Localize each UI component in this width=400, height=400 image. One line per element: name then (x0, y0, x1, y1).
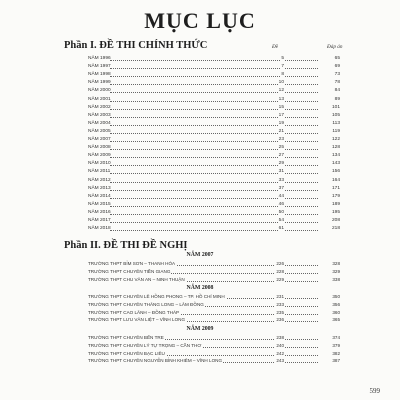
exam-page-number: 23 (278, 137, 284, 142)
answer-page-number: 73 (334, 72, 340, 78)
answer-page-number: 208 (331, 218, 340, 223)
toc-entry-label: NĂM 2000 (88, 88, 111, 94)
exam-page-number: 10 (278, 80, 284, 86)
exam-page-number: 7 (281, 64, 284, 70)
column-header-de: Đề (272, 44, 279, 50)
toc-school-row[interactable] (88, 350, 340, 358)
answer-page-number: 89 (334, 96, 340, 102)
toc-entry-row[interactable] (88, 112, 340, 120)
year-subheading: NĂM 2007 (186, 252, 214, 258)
toc-entry-label: TRƯỜNG THPT CHUYÊN NGUYỄN BỈNH KHIÊM – VĨNH LONG (88, 358, 223, 364)
exam-page-number: 37 (278, 185, 284, 191)
toc-entry-label: NĂM 1998 (88, 72, 111, 78)
dot-leader (110, 214, 318, 215)
toc-entry-row[interactable] (88, 201, 340, 209)
answer-page-number: 350 (332, 294, 340, 299)
dot-leader (110, 190, 318, 191)
dot-leader (110, 125, 318, 126)
exam-page-number: 8 (281, 72, 284, 78)
toc-entry-row[interactable] (88, 193, 340, 201)
exam-page-number: 228 (276, 268, 284, 274)
toc-entry-row[interactable] (88, 152, 340, 160)
toc-entry-label: TRƯỜNG THPT CHUYÊN LÝ TỰ TRỌNG – CẦN THƠ (88, 342, 202, 348)
exam-page-number: 17 (278, 112, 284, 118)
dot-leader (110, 60, 318, 61)
toc-entry-row[interactable] (88, 87, 340, 95)
toc-entry-label: NĂM 2016 (88, 209, 111, 215)
page-number: 599 (369, 387, 380, 395)
toc-school-row[interactable] (88, 301, 340, 309)
dot-leader (110, 76, 318, 77)
exam-page-number: 233 (276, 301, 284, 307)
answer-page-number: 218 (331, 226, 340, 232)
exam-page-number: 33 (278, 177, 284, 183)
answer-page-number: 84 (334, 88, 340, 94)
toc-entry-label: NĂM 2005 (88, 128, 111, 134)
toc-entry-label: NĂM 2009 (88, 153, 111, 159)
toc-entry-label: NĂM 2008 (88, 145, 111, 151)
exam-page-number: 243 (276, 358, 284, 364)
dot-leader (110, 101, 318, 102)
toc-school-row[interactable] (88, 316, 340, 324)
answer-page-number: 119 (332, 128, 340, 134)
answer-page-number: 143 (331, 161, 340, 167)
dot-leader (110, 198, 318, 199)
toc-entry-row[interactable] (88, 55, 340, 63)
toc-entry-label: NĂM 2017 (88, 218, 111, 223)
dot-leader (110, 165, 318, 166)
exam-page-number: 238 (276, 335, 284, 340)
exam-page-number: 15 (278, 104, 284, 110)
answer-page-number: 374 (332, 335, 340, 340)
page-title: MỤC LỤC (144, 8, 256, 33)
toc-entry-label: NĂM 1999 (88, 80, 111, 86)
dot-leader (110, 173, 318, 174)
toc-entry-row[interactable] (88, 209, 340, 217)
answer-page-number: 105 (331, 112, 340, 118)
exam-page-number: 29 (278, 161, 284, 167)
toc-entry-row[interactable] (88, 177, 340, 185)
toc-entry-label: NĂM 2002 (88, 104, 111, 110)
answer-page-number: 113 (332, 120, 340, 126)
toc-entry-row[interactable] (88, 120, 340, 128)
part1-heading: Phần I. ĐỀ THI CHÍNH THỨC (64, 40, 208, 51)
exam-page-number: 19 (278, 120, 284, 126)
dot-leader (110, 117, 318, 118)
toc-entry-label: NĂM 2001 (88, 96, 111, 102)
toc-school-row[interactable] (88, 357, 340, 365)
toc-entry-row[interactable] (88, 63, 340, 71)
exam-page-number: 46 (278, 201, 284, 207)
exam-page-number: 242 (276, 350, 284, 356)
toc-entry-label: NĂM 2018 (88, 226, 111, 232)
toc-entry-label: TRƯỜNG THPT CHUYÊN TIỀN GIANG (88, 268, 171, 274)
toc-entry-label: NĂM 2010 (88, 161, 111, 167)
toc-entry-row[interactable] (88, 168, 340, 176)
toc-entry-label: NĂM 2014 (88, 193, 111, 199)
exam-page-number: 50 (278, 209, 284, 215)
toc-entry-label: TRƯỜNG THPT CHU VĂN AN – NINH THUẬN (88, 276, 185, 282)
answer-page-number: 338 (332, 276, 340, 282)
toc-entry-row[interactable] (88, 71, 340, 79)
toc-school-row[interactable] (88, 268, 340, 276)
answer-page-number: 65 (334, 56, 340, 61)
toc-entry-label: TRƯỜNG THPT BỈM SƠN – THANH HÓA (88, 261, 176, 266)
exam-page-number: 235 (276, 309, 284, 315)
exam-page-number: 25 (278, 145, 284, 151)
answer-page-number: 78 (334, 80, 340, 86)
toc-entry-label: NĂM 1997 (88, 64, 111, 70)
answer-page-number: 171 (331, 185, 340, 191)
dot-leader (110, 222, 318, 223)
exam-page-number: 231 (276, 294, 284, 299)
toc-entry-row[interactable] (88, 128, 340, 136)
toc-entry-label: NĂM 2013 (88, 185, 111, 191)
exam-page-number: 27 (278, 153, 284, 159)
toc-school-row[interactable] (88, 309, 340, 317)
toc-entry-label: TRƯỜNG THPT CHUYÊN BẾN TRE (88, 335, 164, 340)
dot-leader (110, 182, 318, 183)
toc-entry-label: NĂM 1996 (88, 56, 111, 61)
answer-page-number: 360 (332, 309, 340, 315)
toc-entry-label: TRƯỜNG THPT CAO LÃNH – ĐỒNG THÁP (88, 309, 180, 315)
answer-page-number: 195 (331, 209, 340, 215)
exam-page-number: 236 (276, 317, 284, 323)
toc-entry-label: TRƯỜNG THPT CHUYÊN BẠC LIÊU (88, 350, 165, 356)
dot-leader (110, 92, 318, 93)
exam-page-number: 44 (278, 193, 284, 199)
toc-entry-row[interactable] (88, 160, 340, 168)
toc-entry-row[interactable] (88, 225, 340, 233)
exam-page-number: 61 (278, 226, 284, 232)
exam-page-number: 13 (278, 96, 284, 102)
exam-page-number: 31 (278, 169, 284, 175)
answer-page-number: 329 (332, 268, 340, 274)
toc-school-row[interactable] (88, 293, 340, 301)
toc-entry-row[interactable] (88, 96, 340, 104)
answer-page-number: 101 (331, 104, 340, 110)
exam-page-number: 229 (276, 276, 284, 282)
dot-leader (110, 230, 318, 231)
exam-page-number: 226 (276, 261, 284, 266)
exam-page-number: 12 (278, 88, 284, 94)
dot-leader (110, 84, 318, 85)
toc-entry-row[interactable] (88, 144, 340, 152)
toc-entry-row[interactable] (88, 136, 340, 144)
year-subheading: NĂM 2009 (186, 326, 214, 332)
toc-entry-label: NĂM 2003 (88, 112, 111, 118)
column-header-dap-an: Đáp án (327, 44, 343, 50)
part2-heading: Phần II. ĐỀ THI ĐỀ NGHỊ (64, 240, 188, 251)
dot-leader (110, 157, 318, 158)
answer-page-number: 382 (332, 350, 340, 356)
year-subheading: NĂM 2008 (186, 285, 214, 291)
toc-entry-label: NĂM 2015 (88, 201, 111, 207)
toc-entry-row[interactable] (88, 217, 340, 225)
exam-page-number: 21 (278, 128, 284, 134)
toc-school-row[interactable] (88, 334, 340, 342)
dot-leader (110, 109, 318, 110)
answer-page-number: 156 (331, 169, 340, 175)
exam-page-number: 54 (278, 218, 284, 223)
answer-page-number: 365 (332, 317, 340, 323)
answer-page-number: 134 (331, 153, 340, 159)
answer-page-number: 189 (331, 201, 340, 207)
dot-leader (110, 68, 318, 69)
exam-page-number: 240 (276, 342, 284, 348)
answer-page-number: 128 (331, 145, 340, 151)
answer-page-number: 379 (332, 342, 340, 348)
answer-page-number: 164 (331, 177, 340, 183)
toc-entry-label: NĂM 2004 (88, 120, 111, 126)
answer-page-number: 179 (331, 193, 340, 199)
toc-entry-label: NĂM 2007 (88, 137, 111, 142)
dot-leader (110, 149, 318, 150)
answer-page-number: 328 (332, 261, 340, 266)
answer-page-number: 356 (332, 301, 340, 307)
toc-school-row[interactable] (88, 342, 340, 350)
exam-page-number: 5 (281, 56, 284, 61)
toc-school-row[interactable] (88, 276, 340, 284)
toc-entry-label: TRƯỜNG THPT CHUYÊN LÊ HỒNG PHONG – TP. HỒ CHÍ MINH (88, 294, 225, 299)
toc-entry-row[interactable] (88, 104, 340, 112)
toc-entry-label: TRƯỜNG THPT CHUYÊN THĂNG LONG – LÂM ĐỒNG (88, 301, 204, 307)
dot-leader (110, 206, 318, 207)
dot-leader (110, 141, 318, 142)
answer-page-number: 122 (331, 137, 340, 142)
toc-school-row[interactable] (88, 260, 340, 268)
toc-entry-label: TRƯỜNG THPT LƯU VĂN LIỆT – VĨNH LONG (88, 317, 186, 323)
toc-entry-label: NĂM 2012 (88, 177, 111, 183)
toc-entry-row[interactable] (88, 185, 340, 193)
answer-page-number: 69 (334, 64, 340, 70)
answer-page-number: 387 (332, 358, 340, 364)
toc-entry-row[interactable] (88, 79, 340, 87)
toc-entry-label: NĂM 2011 (88, 169, 111, 175)
dot-leader (110, 133, 318, 134)
